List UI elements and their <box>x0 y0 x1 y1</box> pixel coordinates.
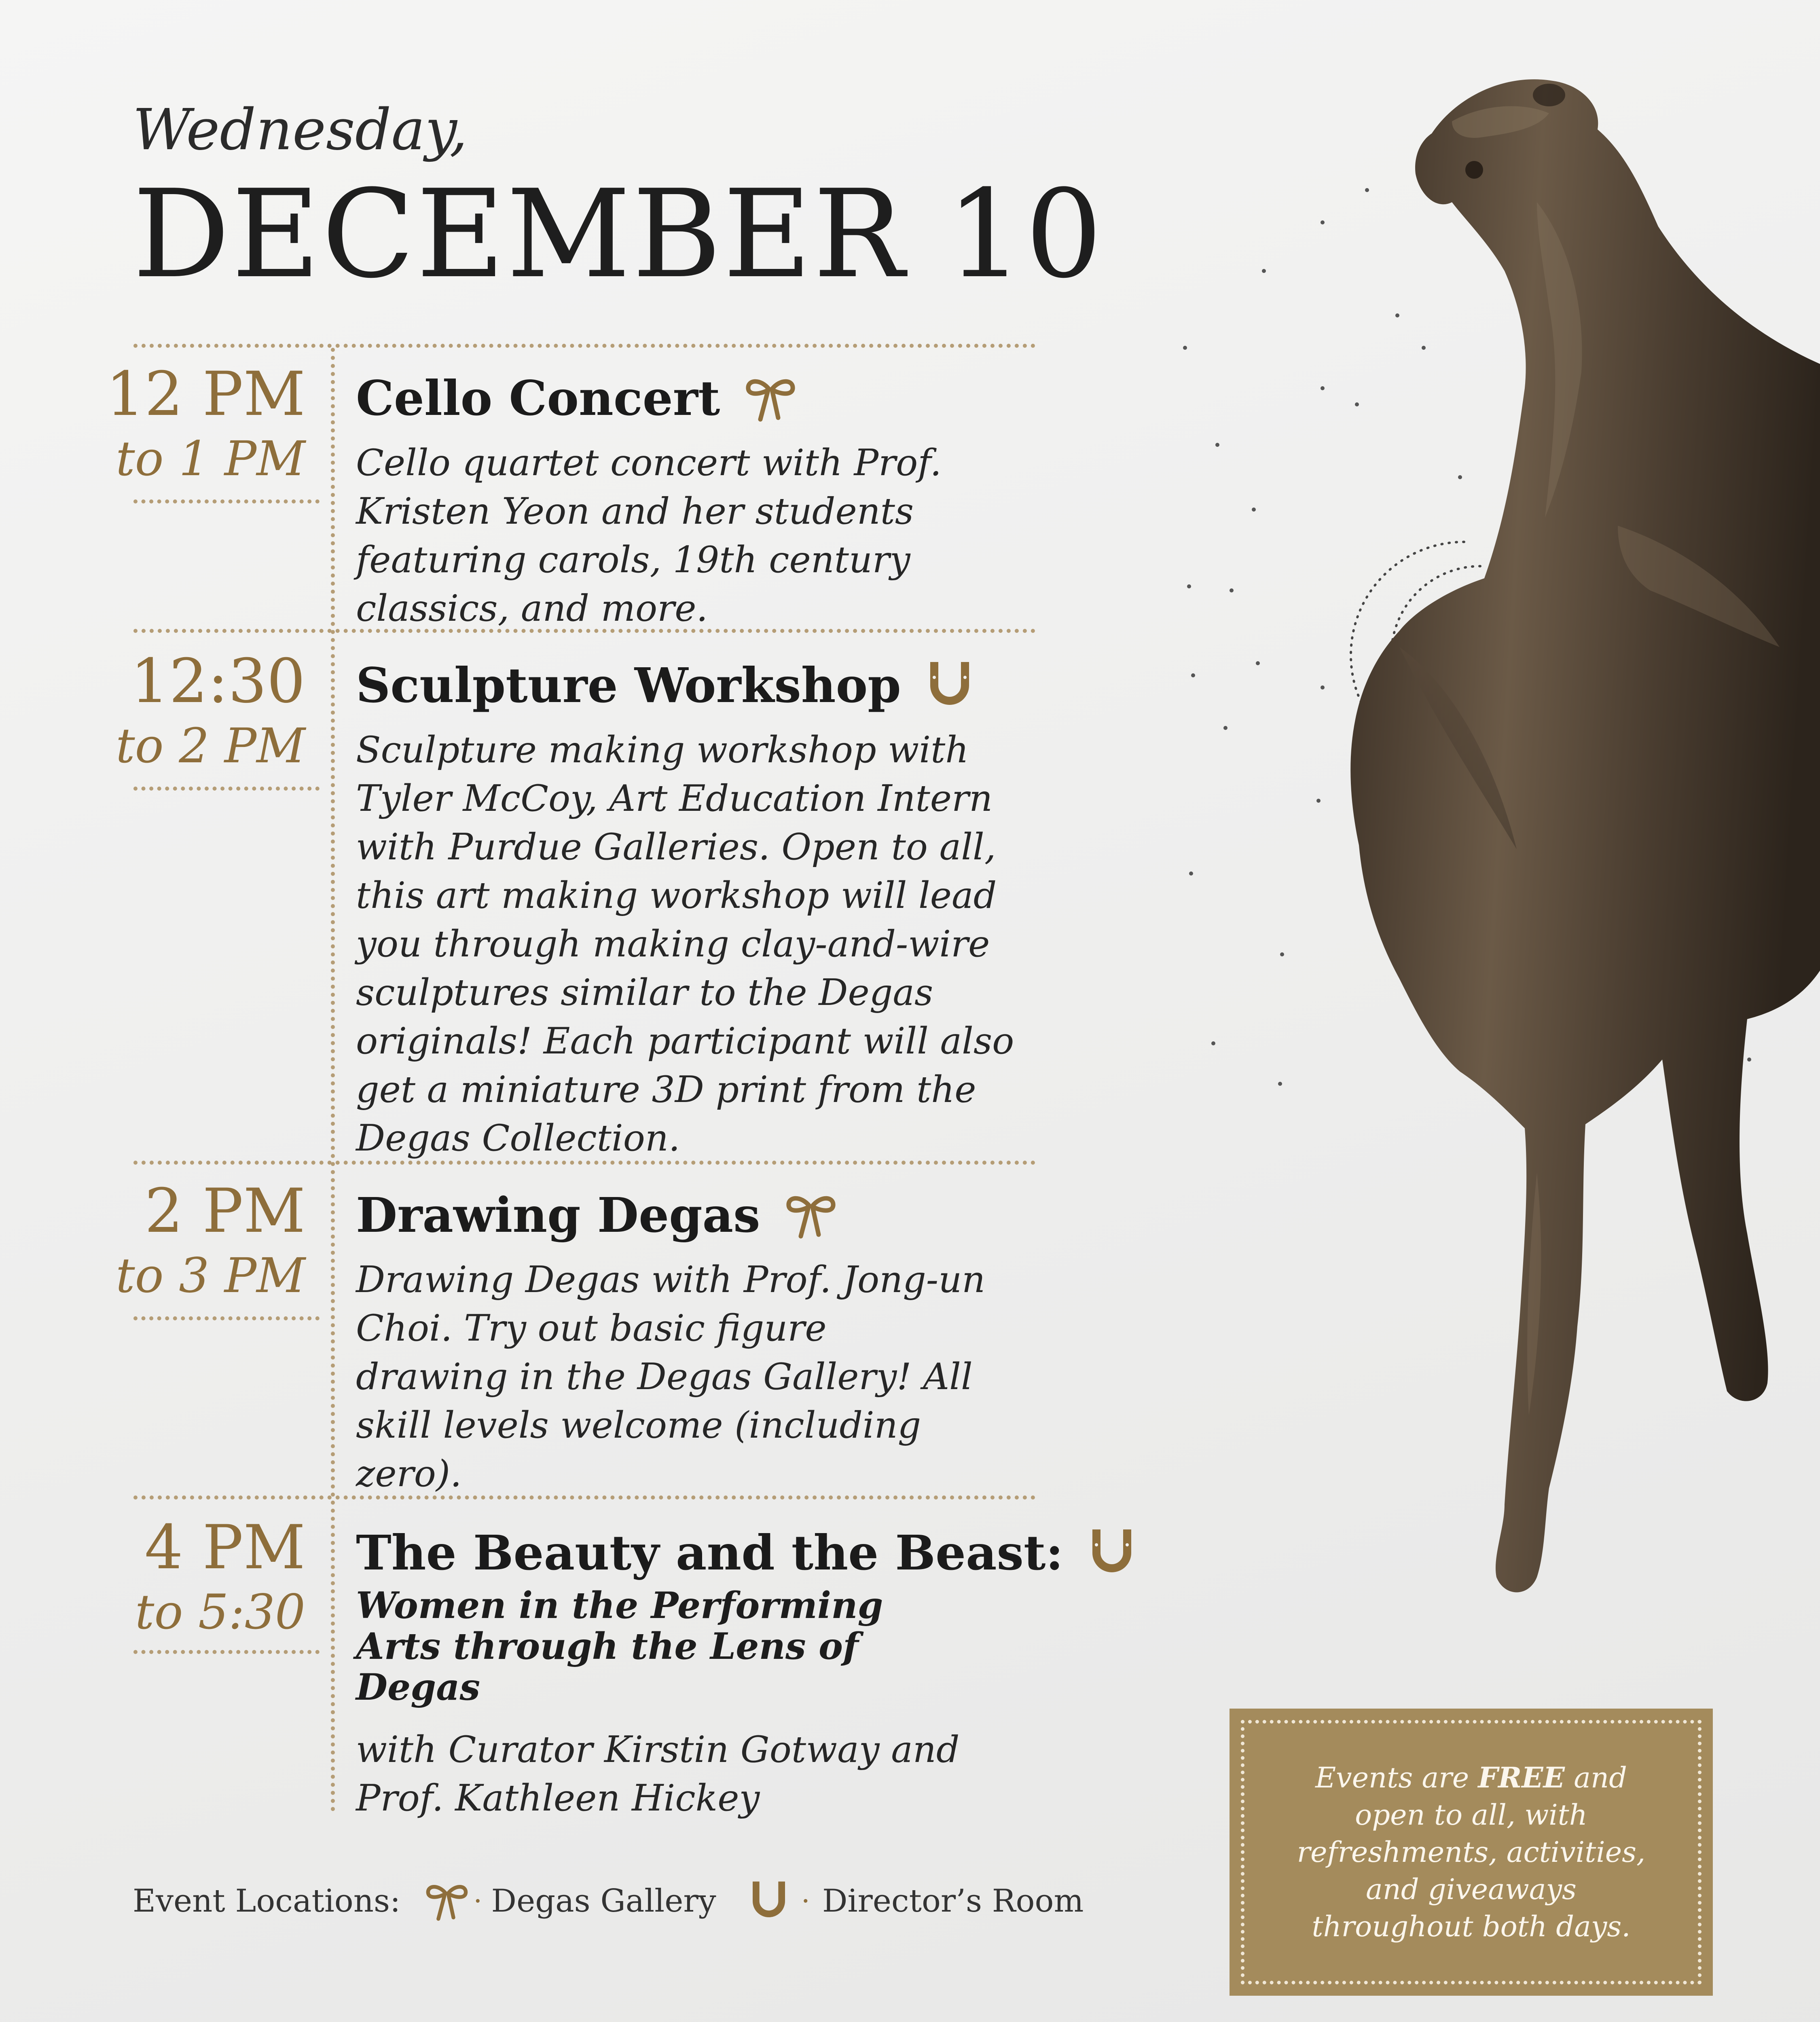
event-separator <box>133 1495 1035 1500</box>
event-drawing-degas <box>356 1187 1043 1498</box>
time-start: 12:30 <box>130 646 305 717</box>
time-underline <box>133 1316 320 1320</box>
event-separator <box>133 629 1035 633</box>
event-subtitle: Women in the Performing Arts through the Lens of Degas <box>356 1584 883 1709</box>
weekday-heading: Wednesday, <box>133 97 468 163</box>
locations-label: Event Locations: <box>133 1883 401 1919</box>
event-locations-legend <box>133 1880 1084 1922</box>
date-heading: DECEMBER 10 <box>133 164 1104 305</box>
event-cello-concert <box>356 370 1043 633</box>
time-underline <box>133 499 320 503</box>
event-title: Cello Concert <box>356 370 720 426</box>
bow-icon <box>785 1191 837 1239</box>
event-description: Drawing Degas with Prof. Jong-un Choi. Try out basic figure drawing in the Degas Gallery! All skill levels welcome (including zero). <box>356 1258 986 1495</box>
location-separator: · <box>473 1885 483 1918</box>
time-start: 4 PM <box>144 1512 305 1583</box>
time-end: to 5:30 <box>135 1584 305 1640</box>
event-time <box>106 359 305 486</box>
horse-sculpture-image <box>1173 0 1820 1658</box>
info-text: Events are FREE and open to all, with refreshments, activities, and giveaways throughout both days. <box>1297 1761 1646 1943</box>
time-end: to 3 PM <box>116 1248 305 1303</box>
event-title: Sculpture Workshop <box>356 657 901 713</box>
event-separator <box>133 1161 1035 1165</box>
timeline-divider <box>331 348 335 1812</box>
event-title: The Beauty and the Beast: <box>356 1525 1064 1581</box>
bow-icon <box>425 1880 469 1922</box>
horseshoe-icon <box>749 1881 789 1921</box>
time-end: to 2 PM <box>116 718 305 774</box>
location-separator: · <box>801 1885 810 1918</box>
horseshoe-icon <box>925 661 974 710</box>
info-box <box>1230 1709 1713 1996</box>
time-start: 2 PM <box>144 1176 305 1246</box>
event-time <box>116 1176 305 1303</box>
event-time <box>135 1512 305 1640</box>
time-start: 12 PM <box>106 359 305 429</box>
horseshoe-icon <box>1088 1529 1136 1577</box>
event-time <box>116 646 305 774</box>
location-degas-gallery: Degas Gallery <box>491 1883 716 1919</box>
event-description: with Curator Kirstin Gotway and Prof. Kathleen Hickey <box>356 1728 960 1820</box>
location-directors-room: Director’s Room <box>822 1883 1084 1919</box>
event-sculpture-workshop <box>356 657 1043 1163</box>
event-title: Drawing Degas <box>356 1187 760 1243</box>
time-underline <box>133 787 320 791</box>
time-underline <box>133 1650 320 1654</box>
info-free-emphasis: FREE <box>1478 1761 1565 1794</box>
time-end: to 1 PM <box>116 431 305 486</box>
event-description: Sculpture making workshop with Tyler McCoy, Art Education Intern with Purdue Galleries. Open to all, this art making workshop will lead you through making clay-and-wire sculptures similar to the Degas originals! Each participant will also get a miniature 3D print from the Degas Collection. <box>356 729 1014 1159</box>
bow-icon <box>744 374 797 423</box>
event-separator <box>133 344 1035 348</box>
event-description: Cello quartet concert with Prof. Kristen Yeon and her students featuring carols, 19th century classics, and more. <box>356 442 942 630</box>
event-beauty-and-the-beast <box>356 1525 1064 1823</box>
